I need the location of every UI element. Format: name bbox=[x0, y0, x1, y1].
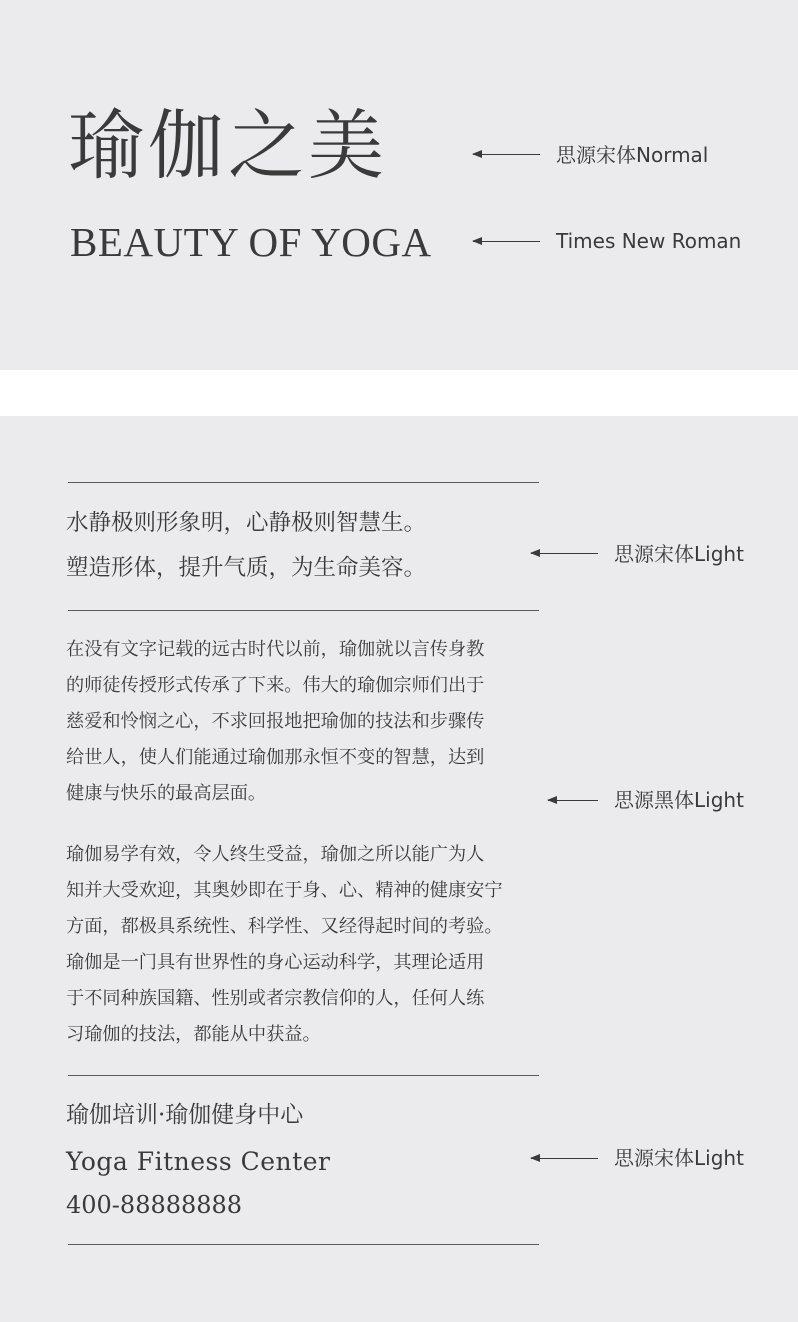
left-arrow-icon bbox=[548, 800, 598, 801]
paragraph-line: 瑜伽易学有效，令人终生受益，瑜伽之所以能广为人 bbox=[66, 844, 485, 865]
left-arrow-icon bbox=[473, 241, 540, 242]
body-paragraph-2 bbox=[66, 837, 542, 1053]
font-note-footer: 思源宋体Light bbox=[614, 1146, 744, 1170]
title-panel bbox=[0, 0, 798, 370]
divider bbox=[68, 482, 539, 483]
paragraph-line: 的师徒传授形式传承了下来。伟大的瑜伽宗师们出于 bbox=[66, 675, 485, 696]
font-note-intro: 思源宋体Light bbox=[614, 542, 744, 566]
left-arrow-icon bbox=[473, 154, 540, 155]
paragraph-line: 瑜伽是一门具有世界性的身心运动科学，其理论适用 bbox=[66, 952, 485, 973]
footer-line-en: Yoga Fitness Center bbox=[66, 1147, 331, 1176]
footer-phone: 400-88888888 bbox=[66, 1191, 243, 1219]
left-arrow-icon bbox=[531, 553, 598, 554]
divider bbox=[68, 1075, 539, 1076]
body-paragraph-1 bbox=[66, 632, 542, 812]
font-note-title-cn: 思源宋体Normal bbox=[556, 143, 709, 167]
font-note-title-en: Times New Roman bbox=[556, 229, 742, 253]
title-english: BEAUTY OF YOGA bbox=[70, 219, 432, 265]
intro-line: 水静极则形象明，心静极则智慧生。 bbox=[66, 510, 427, 536]
intro-line: 塑造形体，提升气质，为生命美容。 bbox=[66, 555, 427, 581]
font-note-body: 思源黑体Light bbox=[614, 788, 744, 812]
content-panel bbox=[0, 416, 798, 1322]
paragraph-line: 知并大受欢迎，其奥妙即在于身、心、精神的健康安宁 bbox=[66, 880, 503, 901]
paragraph-line: 给世人，使人们能通过瑜伽那永恒不变的智慧，达到 bbox=[66, 747, 485, 768]
paragraph-line: 慈爱和怜悯之心，不求回报地把瑜伽的技法和步骤传 bbox=[66, 711, 485, 732]
title-chinese: 瑜伽之美 bbox=[68, 101, 388, 190]
divider bbox=[68, 610, 539, 611]
paragraph-line: 在没有文字记载的远古时代以前，瑜伽就以言传身教 bbox=[66, 639, 485, 660]
paragraph-line: 方面，都极具系统性、科学性、又经得起时间的考验。 bbox=[66, 916, 503, 937]
left-arrow-icon bbox=[531, 1158, 598, 1159]
paragraph-line: 习瑜伽的技法，都能从中获益。 bbox=[66, 1024, 321, 1045]
divider bbox=[68, 1244, 539, 1245]
paragraph-line: 于不同种族国籍、性别或者宗教信仰的人，任何人练 bbox=[66, 988, 485, 1009]
footer-line-cn: 瑜伽培训·瑜伽健身中心 bbox=[66, 1102, 304, 1128]
paragraph-line: 健康与快乐的最高层面。 bbox=[66, 783, 267, 804]
